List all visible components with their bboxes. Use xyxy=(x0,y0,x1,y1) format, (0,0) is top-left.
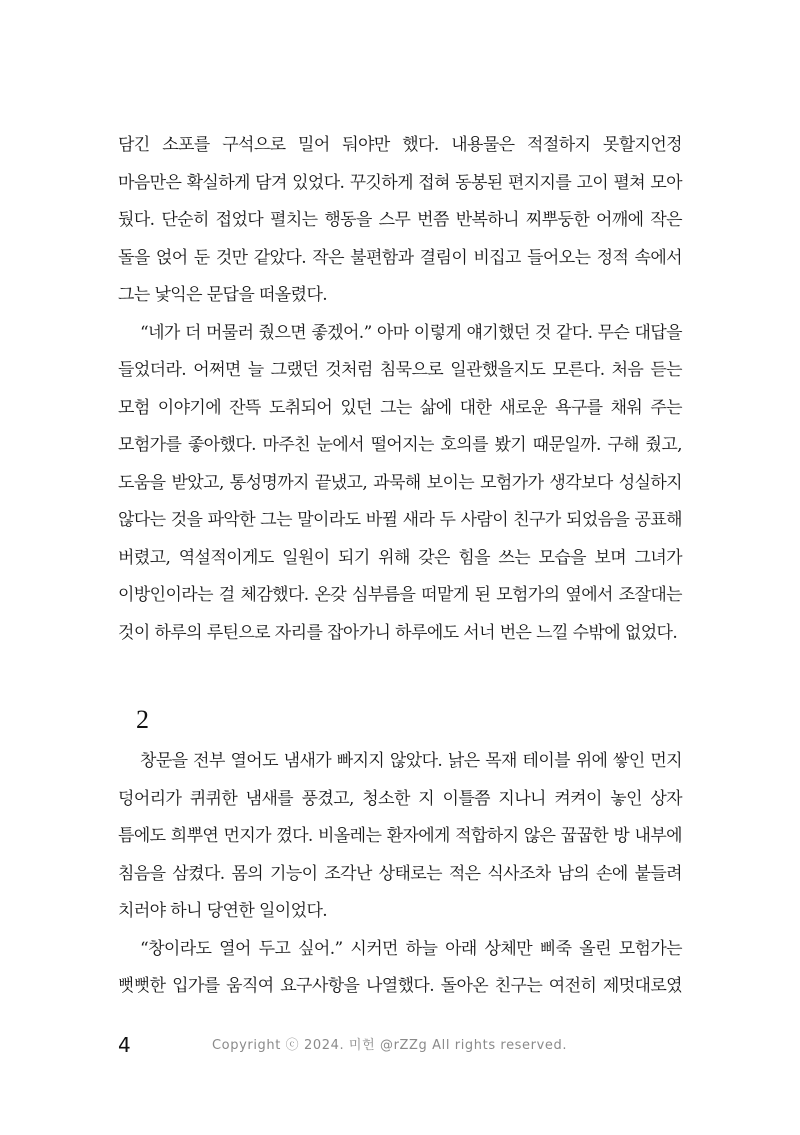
section-1-body xyxy=(118,127,682,652)
paragraph: “창이라도 열어 두고 싶어.” 시커먼 하늘 아래 상체만 삐죽 올린 모험가는 뻣뻣한 입가를 움직여 요구사항을 나열했다. 돌아온 친구는 여전히 제멋대로였 xyxy=(118,938,682,996)
paragraph: 담긴 소포를 구석으로 밀어 둬야만 했다. 내용물은 적절하지 못할지언정 마음만은 확실하게 담겨 있었다. 꾸깃하게 접혀 동봉된 편지지를 고이 펼쳐 모아 뒀다. 단순히 접었다 펼치는 행동을 스무 번쯤 반복하니 찌뿌둥한 어깨에 작은 돌을 얹어 둔 것만 같았다. 작은 불편함과 결림이 비집고 들어오는 정적 속에서 그는 낯익은 문답을 떠올렸다. xyxy=(118,135,682,305)
section-2-body xyxy=(118,743,682,1006)
paragraph: “네가 더 머물러 줬으면 좋겠어.” 아마 이렇게 얘기했던 것 같다. 무슨 대답을 들었더라. 어쩌면 늘 그랬던 것처럼 침묵으로 일관했을지도 모른다. 처음 듣는 모험 이야기에 잔뜩 도취되어 있던 그는 삶에 대한 새로운 욕구를 채워 주는 모험가를 좋아했다. 마주친 눈에서 떨어지는 호의를 봤기 때문일까. 구해 줬고, 도움을 받았고, 통성명까지 끝냈고, 과묵해 보이는 모험가가 생각보다 성실하지 않다는 것을 파악한 그는 말이라도 바뀔 새라 두 사람이 친구가 되었음을 공표해 버렸고, 역설적이게도 일원이 되기 위해 갖은 힘을 쓰는 모습을 보며 그녀가 이방인이라는 걸 체감했다. 온갖 심부름을 떠맡게 된 모험가의 옆에서 조잘대는 것이 하루의 루틴으로 자리를 잡아가니 하루에도 서너 번은 느낄 수밖에 없었다. xyxy=(118,322,682,643)
page-footer xyxy=(0,1030,800,1060)
page-number: 4 xyxy=(118,1033,131,1057)
paragraph: 창문을 전부 열어도 냄새가 빠지지 않았다. 낡은 목재 테이블 위에 쌓인 먼지 덩어리가 퀴퀴한 냄새를 풍겼고, 청소한 지 이틀쯤 지나니 켜켜이 놓인 상자 틈에도 희뿌연 먼지가 꼈다. 비올레는 환자에게 적합하지 않은 꿉꿉한 방 내부에 침음을 삼켰다. 몸의 기능이 조각난 상태로는 적은 식사조차 남의 손에 붙들려 치러야 하니 당연한 일이었다. xyxy=(118,751,682,921)
section-number: 2 xyxy=(136,705,149,734)
copyright-notice: Copyright ⓒ 2024. 미헌 @rZZg All rights reserved. xyxy=(212,1038,568,1053)
